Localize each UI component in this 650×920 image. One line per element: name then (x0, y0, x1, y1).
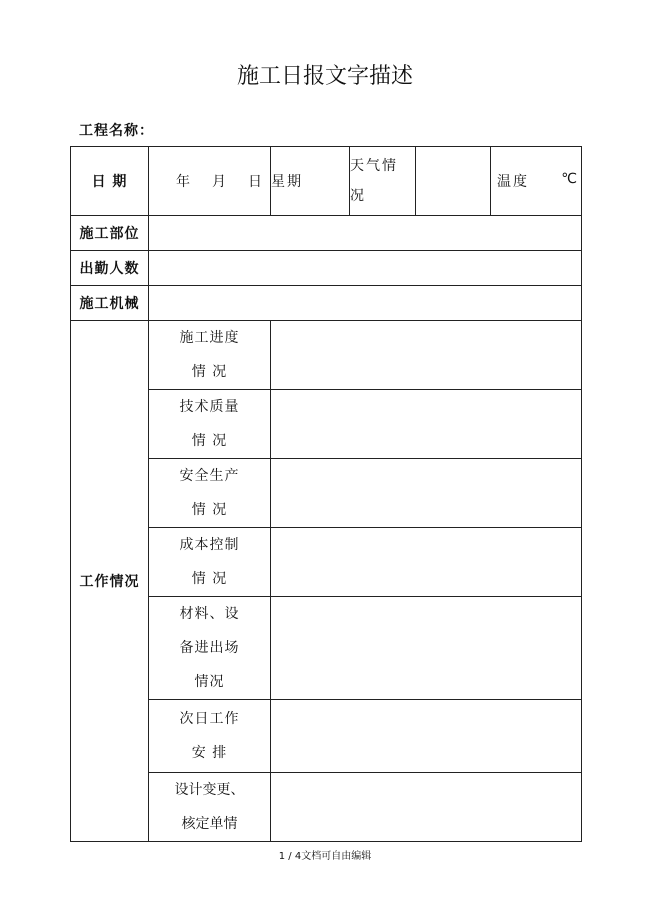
month-label: 月 (212, 174, 226, 190)
work-item-label (149, 773, 271, 842)
location-row (71, 216, 582, 251)
work-item-line: 情 况 (191, 433, 228, 449)
work-item-line: 技术质量 (179, 399, 240, 415)
work-item-label (149, 321, 271, 390)
work-item-value-cell[interactable] (271, 321, 582, 390)
work-item-line: 材料、设 (179, 606, 240, 622)
work-item-line: 成本控制 (179, 537, 240, 553)
work-item-label (149, 459, 271, 528)
daily-log-table (70, 146, 582, 842)
work-item-line: 核定单情 (181, 816, 238, 832)
document-title: 施工日报文字描述 (236, 64, 413, 89)
weather-value-cell[interactable] (416, 147, 491, 216)
weekday-label: 星期 (271, 147, 350, 216)
work-item-line: 施工进度 (179, 330, 240, 346)
year-label: 年 (176, 174, 190, 190)
work-item-label (149, 597, 271, 700)
work-item-value-cell[interactable] (271, 459, 582, 528)
work-item-line: 安全生产 (179, 468, 240, 484)
work-item-line: 备进出场 (179, 640, 240, 656)
work-item-line: 设计变更、 (174, 782, 245, 798)
work-item-value-cell[interactable] (271, 773, 582, 842)
work-item-label (149, 700, 271, 773)
work-item-line: 情况 (194, 674, 225, 690)
attendance-label: 出勤人数 (71, 251, 149, 286)
work-status-label: 工作情况 (71, 321, 149, 842)
location-label: 施工部位 (71, 216, 149, 251)
temperature-label: 温度 (497, 174, 529, 190)
attendance-value-cell[interactable] (149, 251, 582, 286)
work-item-row (71, 321, 582, 390)
weather-label-line1: 天气情 (350, 158, 398, 174)
work-item-line: 情 况 (191, 571, 228, 587)
work-item-label (149, 390, 271, 459)
date-cell[interactable] (149, 147, 271, 216)
day-label: 日 (248, 174, 262, 190)
location-value-cell[interactable] (149, 216, 582, 251)
temperature-cell[interactable] (491, 147, 582, 216)
work-item-value-cell[interactable] (271, 528, 582, 597)
weather-label (350, 147, 416, 216)
date-row (71, 147, 582, 216)
weather-label-line2: 况 (350, 188, 366, 204)
work-item-line: 次日工作 (179, 711, 240, 727)
machinery-row (71, 286, 582, 321)
work-item-line: 情 况 (191, 502, 228, 518)
date-label: 日 期 (71, 147, 149, 216)
temperature-unit: ℃ (561, 171, 579, 187)
work-item-value-cell[interactable] (271, 597, 582, 700)
work-item-label (149, 528, 271, 597)
page-footer: 1 / 4文档可自由编辑 (278, 851, 372, 862)
work-item-line: 情 况 (191, 364, 228, 380)
project-name-label: 工程名称： (79, 123, 154, 139)
work-item-line: 安 排 (191, 745, 228, 761)
attendance-row (71, 251, 582, 286)
work-item-value-cell[interactable] (271, 700, 582, 773)
machinery-label: 施工机械 (71, 286, 149, 321)
work-item-value-cell[interactable] (271, 390, 582, 459)
machinery-value-cell[interactable] (149, 286, 582, 321)
